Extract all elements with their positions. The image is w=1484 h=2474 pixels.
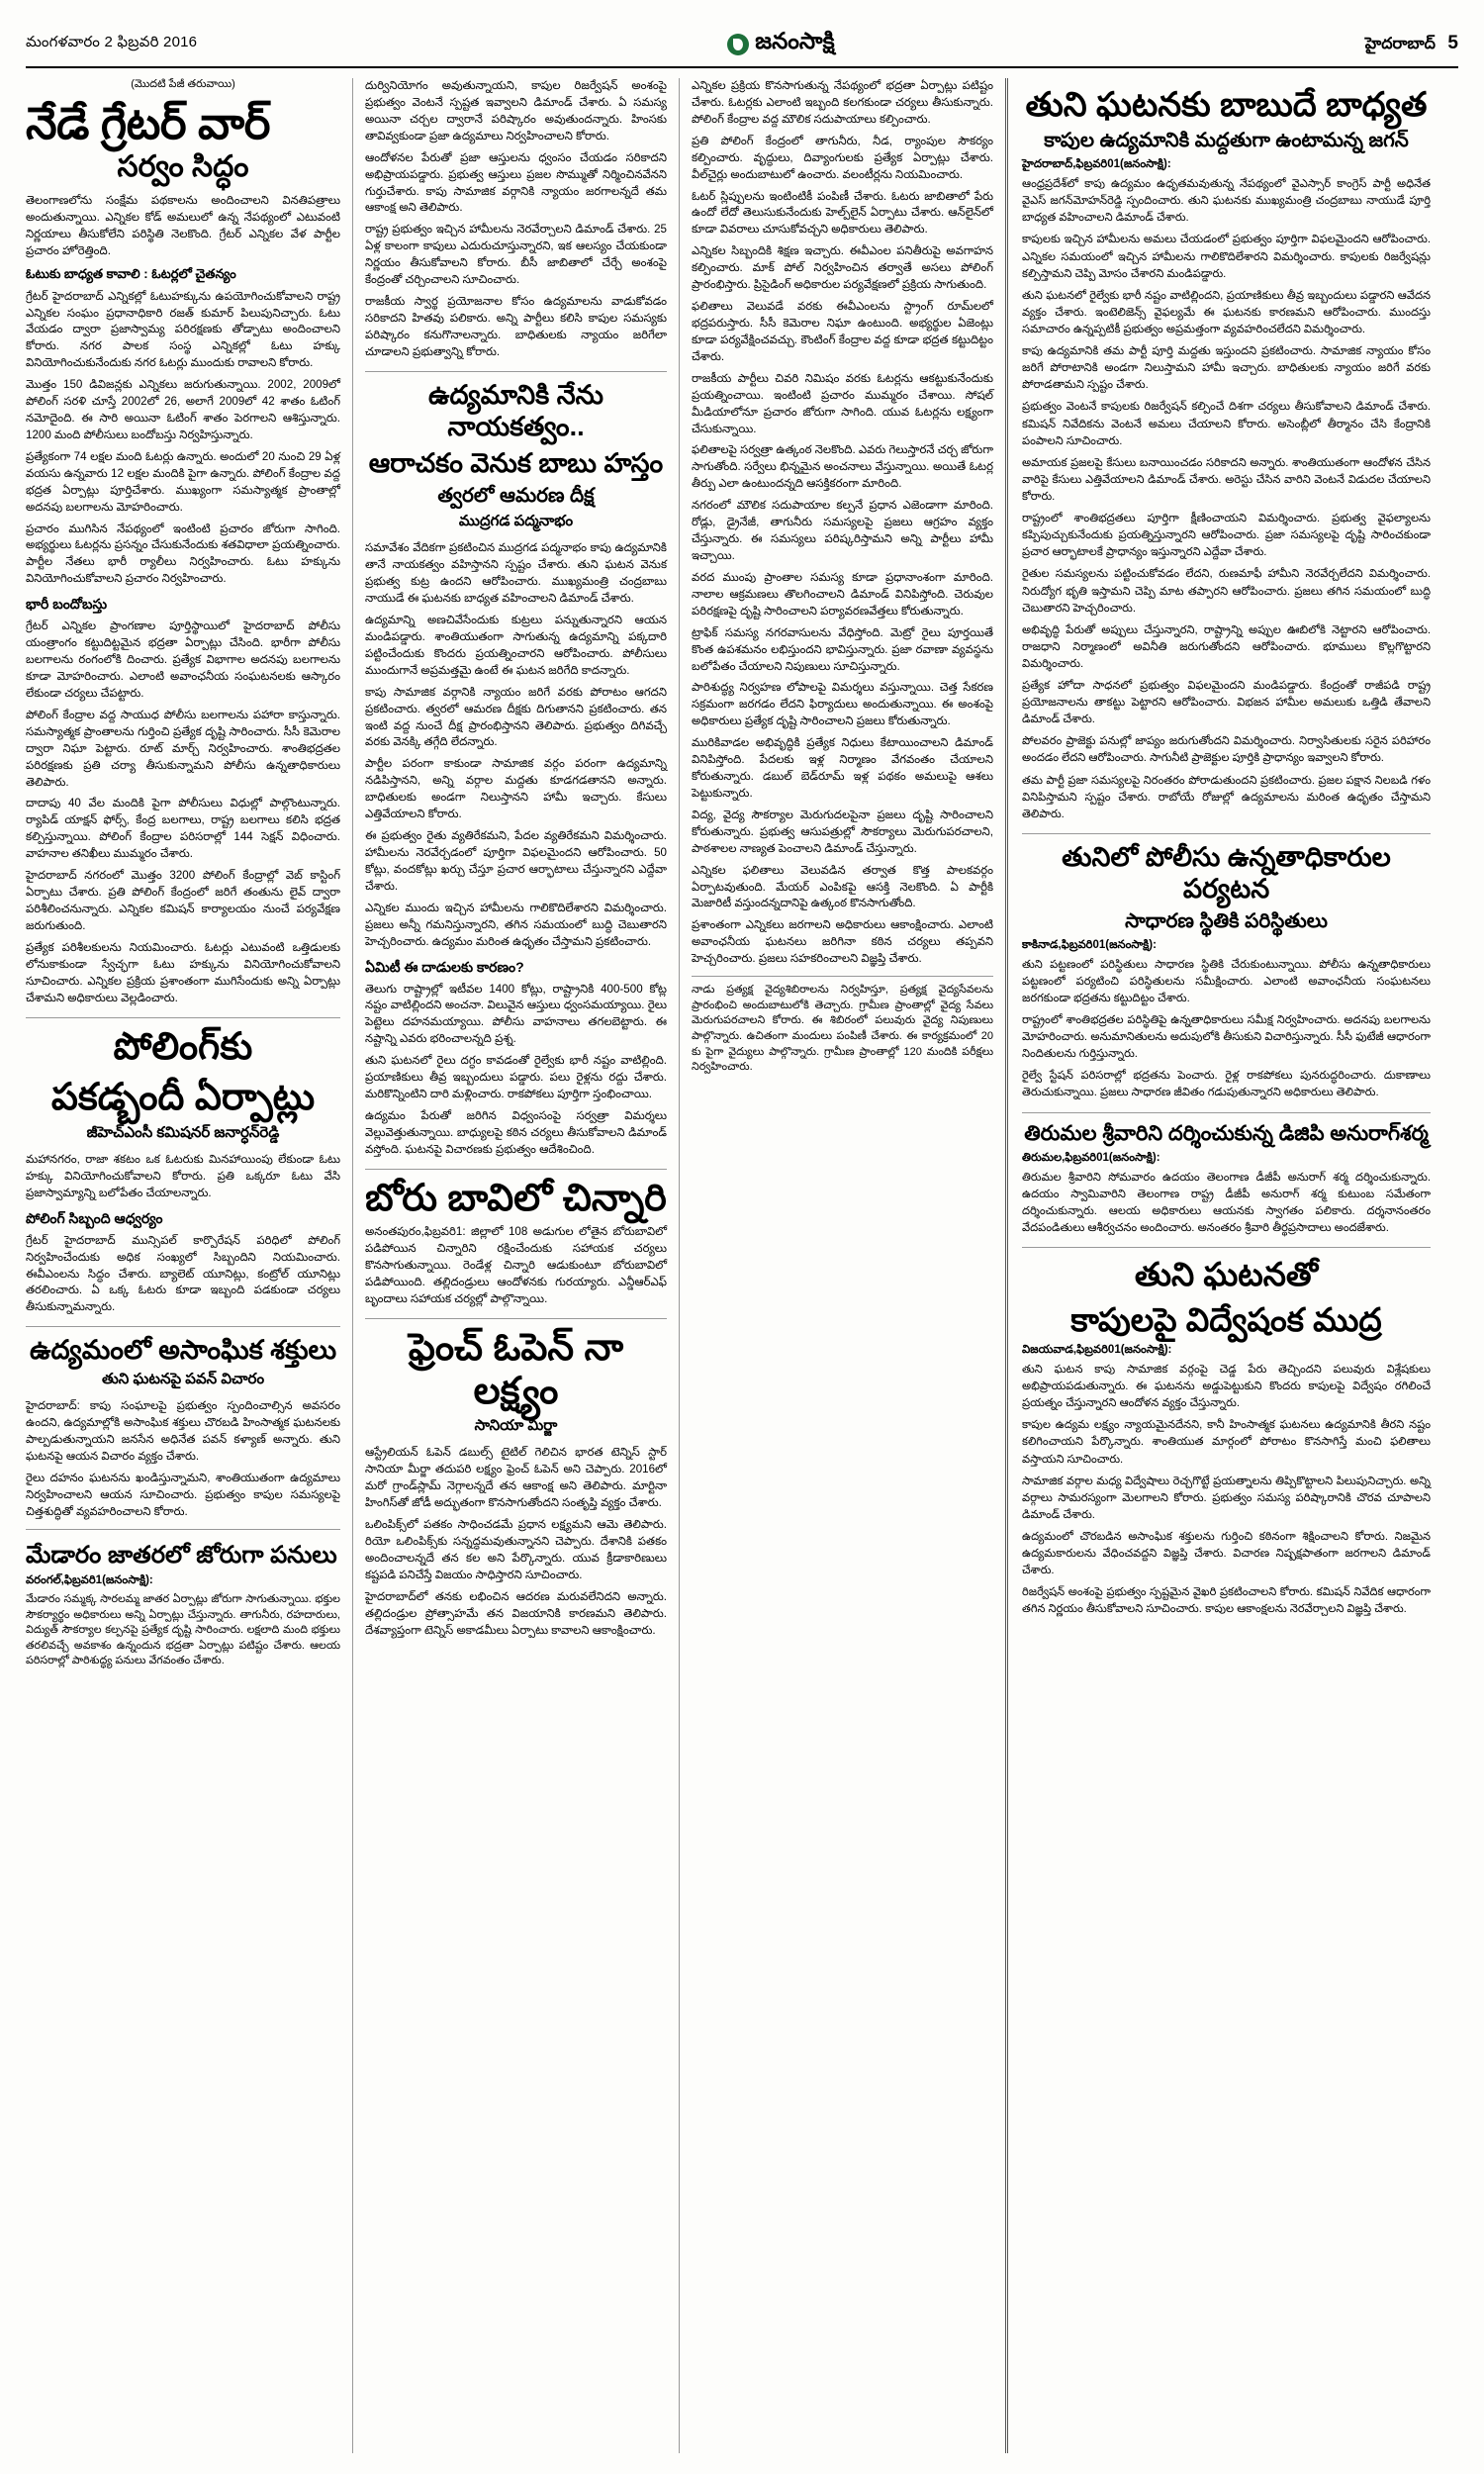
headline-tuni-stigma-2: కాపులపై విద్వేషంక ముద్ర bbox=[1070, 1301, 1382, 1339]
article-paragraph: తుని ఘటన కాపు సామాజిక వర్గంపై చెడ్డ పేరు తెచ్చిందని పలువురు విశ్లేషకులు అభిప్రాయపడుతున్నారు. ఈ ఘటనను అడ్డుపెట్టుకుని కొందరు కాపులపై విద్వేషం రగిలించే ప్రయత్నం చేస్తున్నారని ఆందోళన వ్యక్తం చేస్తున్నారు. bbox=[1022, 1364, 1431, 1410]
article-paragraph: ఒలింపిక్స్‌లో పతకం సాధించడమే ప్రధాన లక్ష్యమని ఆమె తెలిపారు. రియో ఒలింపిక్స్‌కు సన్నద్ధమవుతున్నానని చెప్పారు. దేశానికి పతకం అందించాలన్నదే తన కల అని పేర్కొన్నారు. యువ క్రీడాకారిణులు కష్టపడి పనిచేస్తే విజయం సాధిస్తారని సూచించారు. bbox=[365, 1518, 667, 1581]
byline-sania-mirza: సానియా మీర్జా bbox=[474, 1417, 558, 1435]
masthead-edition bbox=[1365, 33, 1458, 56]
article-paragraph: కాపు ఉద్యమానికి తమ పార్టీ పూర్తి మద్దతు ఇస్తుందని ప్రకటించారు. సామాజిక న్యాయం కోసం జరిగే పోరాటానికి అండగా నిలుస్తామని హామీ ఇచ్చారు. బాధితులకు న్యాయం జరిగే వరకు పోరాడతామని స్పష్టం చేశారు. bbox=[1022, 345, 1431, 392]
article-paragraph: పార్టీల పరంగా కాకుండా సామాజిక వర్గం పరంగా ఉద్యమాన్ని నడిపిస్తానని, అన్ని వర్గాల మద్దతు కూడగడతానని అన్నారు. బాధితులకు అండగా నిలుస్తానని హామీ ఇచ్చారు. కేసులు ఎత్తివేయాలని కోరారు. bbox=[365, 757, 667, 821]
article-paragraph: హైదరాబాద్ నగరంలో మొత్తం 3200 పోలింగ్ కేంద్రాల్లో వెబ్ కాస్టింగ్ ఏర్పాటు చేశారు. ప్రతి పోలింగ్ కేంద్రంలో జరిగే తంతును లైవ్ ద్వారా పరిశీలించనున్నారు. ఎన్నికల కమిషన్ కార్యాలయం నుంచే పర్యవేక్షణ జరుగుతుంది. bbox=[26, 869, 340, 932]
article-paragraph: సామాజిక వర్గాల మధ్య విద్వేషాలు రెచ్చగొట్టే ప్రయత్నాలను తిప్పికొట్టాలని పిలుపునిచ్చారు. అన్ని వర్గాలు సామరస్యంగా మెలగాలని కోరారు. ప్రభుత్వం సమస్య పరిష్కారానికి చొరవ చూపాలని డిమాండ్ చేశారు. bbox=[1022, 1475, 1431, 1521]
article-paragraph: రాజకీయ పార్టీలు చివరి నిమిషం వరకు ఓటర్లను ఆకట్టుకునేందుకు ప్రయత్నించాయి. ఇంటింటి ప్రచారం ముమ్మరం చేశాయి. సోషల్ మీడియాలోనూ ప్రచారం జోరుగా సాగింది. యువ ఓటర్లను లక్ష్యంగా చేసుకున్నాయి. bbox=[692, 371, 993, 435]
article-paragraph: వరద ముంపు ప్రాంతాల సమస్య కూడా ప్రధానాంశంగా మారింది. నాలాల ఆక్రమణలు తొలగించాలని డిమాండ్ వినిపిస్తోంది. చెరువుల పరిరక్షణపై దృష్టి సారించాలని పర్యావరణవేత్తలు కోరుతున్నారు. bbox=[692, 570, 993, 618]
subhead-heavy-security: భారీ బందోబస్తు bbox=[26, 596, 108, 613]
headline-mudragada-leadership-2: ఆరాచకం వెనుక బాబు హస్తం bbox=[368, 448, 664, 479]
masthead bbox=[26, 28, 1458, 68]
edition-name: హైదరాబాద్ bbox=[1364, 35, 1436, 52]
article-paragraph: మేడారం సమ్మక్క సారలమ్మ జాతర ఏర్పాట్లు జోరుగా సాగుతున్నాయి. భక్తుల సౌకర్యార్థం అధికారులు అన్ని ఏర్పాట్లు చేస్తున్నారు. తాగునీరు, రహదారులు, విద్యుత్ సౌకర్యాల కల్పనపై ప్రత్యేక దృష్టి సారించారు. లక్షలాది మంది భక్తులు తరలివచ్చే అవకాశం ఉన్నందున భద్రతా ఏర్పాట్లు పటిష్టం చేశారు. ఆలయ పరిసరాల్లో పారిశుద్ధ్య పనులు వేగవంతం చేశారు. bbox=[26, 1592, 340, 1667]
page-columns bbox=[26, 78, 1458, 2453]
article-paragraph: ప్రతి పోలింగ్ కేంద్రంలో తాగునీరు, నీడ, ర్యాంపుల సౌకర్యం కల్పించారు. వృద్ధులు, దివ్యాంగులకు ప్రత్యేక ఏర్పాట్లు చేశారు. వీల్‌చైర్లు అందుబాటులో ఉంచారు. వలంటీర్లను నియమించారు. bbox=[692, 134, 993, 181]
article-paragraph: ట్రాఫిక్ సమస్య నగరవాసులను వేధిస్తోంది. మెట్రో రైలు పూర్తయితే కొంత ఉపశమనం లభిస్తుందని భావిస్తున్నారు. ప్రజా రవాణా వ్యవస్థను బలోపేతం చేయాలని నిపుణులు సూచిస్తున్నారు. bbox=[692, 625, 993, 673]
column-4 bbox=[1005, 78, 1431, 2453]
article-paragraph: మొత్తం 150 డివిజన్లకు ఎన్నికలు జరుగుతున్నాయి. 2002, 2009లో పోలింగ్ సరళి చూస్తే 2002లో 26, అలాగే 2009లో 42 శాతం ఓటింగ్ నమోదైంది. ఈ సారి అయినా ఓటింగ్ శాతం పెరగాలని ఆశిస్తున్నారు. 1200 మంది పోలీసులు బందోబస్తు నిర్వహిస్తున్నారు. bbox=[26, 378, 340, 441]
article-paragraph: ఎన్నికల ప్రక్రియ కొనసాగుతున్న నేపథ్యంలో భద్రతా ఏర్పాట్లు పటిష్టం చేశారు. ఓటర్లకు ఎలాంటి ఇబ్బంది కలగకుండా చర్యలు తీసుకున్నారు. పోలింగ్ కేంద్రాల వద్ద మౌలిక సదుపాయాలు కల్పించారు. bbox=[692, 79, 993, 126]
article-paragraph: రాష్ట్ర ప్రభుత్వం ఇచ్చిన హామీలను నెరవేర్చాలని డిమాండ్ చేశారు. 25 ఏళ్ల కాలంగా కాపులు ఎదురుచూస్తున్నారని, ఇక ఆలస్యం చేయకుండా నిర్ణయం తీసుకోవాలని కోరారు. బీసీ జాబితాలో చేర్చే అంశంపై కేంద్రంతో చర్చించాలని సూచించారు. bbox=[365, 223, 667, 287]
article-paragraph: అభివృద్ధి పేరుతో అప్పులు చేస్తున్నారని, రాష్ట్రాన్ని అప్పుల ఊబిలోకి నెట్టారని ఆరోపించారు. రాజధాని నిర్మాణంలో అవినీతి జరుగుతోందని ఆరోపించారు. భూములు కొల్లగొట్టారని విమర్శించారు. bbox=[1022, 623, 1431, 670]
headline-fast-unto-death: త్వరలో ఆమరణ దీక్ష bbox=[437, 485, 595, 508]
kicker-voter-duty: ఓటుకు బాధ్యత కావాలి : ఓటర్లలో చైతన్యం bbox=[26, 265, 236, 281]
bottom-story-1 bbox=[26, 1529, 340, 1669]
page-number: 5 bbox=[1447, 32, 1458, 53]
article-paragraph: ఆంధ్రప్రదేశ్‌లో కాపు ఉద్యమం ఉధృతమవుతున్న నేపథ్యంలో వైఎస్సార్ కాంగ్రెస్ పార్టీ అధినేత వైఎస్ జగన్‌మోహన్‌రెడ్డి స్పందించారు. తుని ఘటనకు ముఖ్యమంత్రి చంద్రబాబు నాయుడే పూర్తి బాధ్యత వహించాలని డిమాండ్ చేశారు. bbox=[1022, 178, 1431, 225]
byline-mudragada: ముద్రగడ పద్మనాభం bbox=[458, 513, 574, 530]
article-paragraph: రైల్వే స్టేషన్ పరిసరాల్లో భద్రతను పెంచారు. రైళ్ల రాకపోకలు పునరుద్ధరించారు. దుకాణాలు తెరుచుకున్నాయి. ప్రజలు సాధారణ జీవితం గడుపుతున్నారని అధికారులు తెలిపారు. bbox=[1022, 1070, 1431, 1099]
article-paragraph: అమాయక ప్రజలపై కేసులు బనాయించడం సరికాదని అన్నారు. శాంతియుతంగా ఆందోళన చేసిన వారిపై కేసులు ఎత్తివేయాలని డిమాండ్ చేశారు. అరెస్టు చేసిన వారిని వెంటనే విడుదల చేయాలని కోరారు. bbox=[1022, 456, 1431, 503]
article-paragraph: సమావేశం వేదికగా ప్రకటించిన ముద్రగడ పద్మనాభం కాపు ఉద్యమానికి తానే నాయకత్వం వహిస్తానని స్పష్టం చేశారు. తుని ఘటన వెనుక ప్రభుత్వ కుట్ర ఉందని ఆరోపించారు. ముఖ్యమంత్రి చంద్రబాబు నాయుడే ఈ ఘటనకు బాధ్యత వహించాలని డిమాండ్ చేశారు. bbox=[365, 541, 667, 606]
article-paragraph: తెలుగు రాష్ట్రాల్లో ఇటీవల 1400 కోట్లు, రాష్ట్రానికి 400-500 కోట్ల నష్టం వాటిల్లిందని అంచనా. విలువైన ఆస్తులు ధ్వంసమయ్యాయి. రైలు పెట్టెలు దహనమయ్యాయి. పోలీసు వాహనాలు తగలబెట్టారు. ఈ నష్టాన్ని ఎవరు భరించాలన్నది ప్రశ్న. bbox=[365, 982, 667, 1046]
divider bbox=[365, 1318, 667, 1319]
article-paragraph: ఓటర్ స్లిప్పులను ఇంటింటికీ పంపిణీ చేశారు. ఓటరు జాబితాలో పేరు ఉందో లేదో తెలుసుకునేందుకు హెల్ప్‌లైన్ ఏర్పాటు చేశారు. ఆన్‌లైన్‌లో కూడా వివరాలు చూసుకోవచ్చని అధికారులు తెలిపారు. bbox=[692, 189, 993, 237]
article-paragraph: గ్రేటర్ హైదరాబాద్ ఎన్నికల్లో ఓటుహక్కును ఉపయోగించుకోవాలని రాష్ట్ర ఎన్నికల సంఘం ప్రధానాధికారి రజత్ కుమార్ పిలుపునిచ్చారు. ఓటు వేయడం ద్వారా ప్రజాస్వామ్య పరిరక్షణకు తోడ్పాటు అందించాలని కోరారు. నగర పాలక సంస్థ ఎన్నికల్లో ఓటు హక్కు వినియోగించుకునేందుకు నగర ఓటర్లు ముందుకు రావాలని కోరారు. bbox=[26, 289, 340, 370]
article-paragraph: తెలంగాణలోను సంక్షేమ పథకాలను అందించాలని వినతిపత్రాలు అందుతున్నాయి. ఎన్నికల కోడ్ అమలులో ఉన్న నేపథ్యంలో ఎటువంటి నిర్ణయాలు తీసుకోలేని పరిస్థితి నెలకొంది. గ్రేటర్ ఎన్నికల వేళ పార్టీల ప్రచారం హోరెత్తింది. bbox=[26, 193, 340, 257]
divider bbox=[1022, 1247, 1431, 1248]
article-paragraph: అనంతపురం,ఫిబ్రవరి1: జిల్లాలో 108 అడుగుల లోతైన బోరుబావిలో పడిపోయిన చిన్నారిని రక్షించేందుకు సహాయక చర్యలు కొనసాగుతున్నాయి. రెండేళ్ల చిన్నారి ఆడుకుంటూ బోరుబావిలో పడిపోయింది. తల్లిదండ్రులు ఆందోళనకు గురయ్యారు. ఎన్డీఆర్ఎఫ్ బృందాలు సహాయక చర్యల్లో పాల్గొన్నాయి. bbox=[365, 1225, 667, 1306]
article-paragraph: ఫలితాలపై సర్వత్రా ఉత్కంఠ నెలకొంది. ఎవరు గెలుస్తారనే చర్చ జోరుగా సాగుతోంది. సర్వేలు భిన్నమైన అంచనాలు వేస్తున్నాయి. అయితే ఓటర్ల తీర్పు ఎలా ఉంటుందన్నది ఆసక్తికరంగా మారింది. bbox=[692, 443, 993, 491]
headline-tuni-stigma-1: తుని ఘటనతో bbox=[1134, 1256, 1319, 1293]
leaf-icon bbox=[727, 34, 749, 55]
article-paragraph: తుని పట్టణంలో పరిస్థితులు సాధారణ స్థితికి చేరుకుంటున్నాయి. పోలీసు ఉన్నతాధికారులు పట్టణంలో పర్యటించి పరిస్థితులను సమీక్షించారు. ఎలాంటి అవాంఛనీయ సంఘటనలు జరగకుండా భద్రతను కట్టుదిట్టం చేశారు. bbox=[1022, 958, 1431, 1004]
masthead-date: మంగళవారం 2 ఫిబ్రవరి 2016 bbox=[26, 34, 198, 50]
column-2 bbox=[352, 78, 679, 2453]
article-paragraph: ఆస్ట్రేలియన్ ఓపెన్ డబుల్స్ టైటిల్ గెలిచిన భారత టెన్నిస్ స్టార్ సానియా మీర్జా తదుపరి లక్ష్యం ఫ్రెంచ్ ఓపెన్ అని చెప్పారు. 2016లో మరో గ్రాండ్‌స్లామ్ నెగ్గాలన్నదే తన ఆకాంక్ష అని తెలిపారు. మార్టినా హింగిస్‌తో జోడీ అద్భుతంగా కొనసాగుతోందని సంతృప్తి వ్యక్తం చేశారు. bbox=[365, 1446, 667, 1510]
headline-child-in-borewell: బోరు బావిలో చిన్నారి bbox=[365, 1177, 667, 1219]
headline-greater-war: నేడే గ్రేటర్ వార్ bbox=[26, 98, 270, 148]
headline-polling-arrangements-2: పకడ్బందీ ఏర్పాట్లు bbox=[50, 1077, 316, 1119]
divider bbox=[365, 1169, 667, 1170]
divider bbox=[26, 1017, 340, 1018]
article-paragraph: ఎన్నికల ముందు ఇచ్చిన హామీలను గాలికొదిలేశారని విమర్శించారు. ప్రజలు అన్నీ గమనిస్తున్నారని, తగిన సమయంలో బుద్ధి చెబుతారని హెచ్చరించారు. ఉద్యమం మరింత ఉధృతం చేస్తామని ప్రకటించారు. bbox=[365, 901, 667, 948]
article-paragraph: ప్రశాంతంగా ఎన్నికలు జరగాలని అధికారులు ఆకాంక్షించారు. ఎలాంటి అవాంఛనీయ ఘటనలు జరిగినా కఠిన చర్యలు తప్పవని హెచ్చరించారు. ప్రజలు సహకరించాలని విజ్ఞప్తి చేశారు. bbox=[692, 918, 993, 966]
article-paragraph: రిజర్వేషన్ అంశంపై ప్రభుత్వం స్పష్టమైన వైఖరి ప్రకటించాలని కోరారు. కమిషన్ నివేదిక ఆధారంగా తగిన నిర్ణయం తీసుకోవాలని సూచించారు. కాపుల ఆకాంక్షలను నెరవేర్చాలని విజ్ఞప్తి చేశారు. bbox=[1022, 1586, 1431, 1616]
article-paragraph: ప్రభుత్వం వెంటనే కాపులకు రిజర్వేషన్ కల్పించే దిశగా చర్యలు తీసుకోవాలని డిమాండ్ చేశారు. కమిషన్ నివేదికను వెంటనే అమలు చేయాలని కోరారు. అసెంబ్లీలో తీర్మానం చేసి కేంద్రానికి పంపాలని సూచించారు. bbox=[1022, 401, 1431, 447]
subhead-polling-staff: పోలింగ్ సిబ్బంది ఆధ్వర్యం bbox=[26, 1209, 163, 1226]
article-paragraph: విద్య, వైద్య సౌకర్యాల మెరుగుదలపైనా ప్రజలు దృష్టి సారించాలని కోరుతున్నారు. ప్రభుత్వ ఆసుపత్రుల్లో సౌకర్యాలు మెరుగుపరచాలని, పాఠశాలల నాణ్యత పెంచాలని డిమాండ్ చేస్తున్నారు. bbox=[692, 808, 993, 855]
article-paragraph: పోలవరం ప్రాజెక్టు పనుల్లో జాప్యం జరుగుతోందని విమర్శించారు. నిర్వాసితులకు సరైన పరిహారం అందడం లేదని ఆరోపించారు. సాగునీటి ప్రాజెక్టుల పూర్తికి ప్రాధాన్యం ఇవ్వాలని కోరారు. bbox=[1022, 735, 1431, 765]
article-paragraph: ప్రత్యేక పరిశీలకులను నియమించారు. ఓటర్లు ఎటువంటి ఒత్తిడులకు లోనుకాకుండా స్వేచ్ఛగా ఓటు హక్కును వినియోగించుకోవాలని సూచించారు. ఎన్నికల ప్రక్రియ ప్రశాంతంగా ముగిసేందుకు అన్ని ఏర్పాట్లు చేశామని అధికారులు వెల్లడించారు. bbox=[26, 940, 340, 1004]
article-paragraph: గ్రేటర్ హైదరాబాద్ మున్సిపల్ కార్పొరేషన్ పరిధిలో పోలింగ్ నిర్వహించేందుకు అధిక సంఖ్యలో సిబ్బందిని నియమించారు. ఈవీఎంలను సిద్ధం చేశారు. బ్యాలెట్ యూనిట్లు, కంట్రోల్ యూనిట్లు తరలించారు. ఏ ఒక్క ఓటరు కూడా ఇబ్బంది పడకుండా చర్యలు తీసుకున్నామన్నారు. bbox=[26, 1233, 340, 1314]
article-paragraph: ఆందోళనల పేరుతో ప్రజా ఆస్తులను ధ్వంసం చేయడం సరికాదని అభిప్రాయపడ్డారు. ప్రభుత్వ ఆస్తులు ప్రజల సొమ్ముతో నిర్మించినవేనని గుర్తుచేశారు. కాపు సామాజిక వర్గానికి న్యాయం జరగాలన్నదే తమ ఆకాంక్ష అని తెలిపారు. bbox=[365, 150, 667, 215]
article-paragraph: దాదాపు 40 వేల మందికి పైగా పోలీసులు విధుల్లో పాల్గొంటున్నారు. ర్యాపిడ్ యాక్షన్ ఫోర్స్, కేంద్ర బలగాలు, రాష్ట్ర బలగాలు కలిసి భద్రత కల్పిస్తున్నాయి. పోలింగ్ కేంద్రాల పరిసరాల్లో 144 సెక్షన్ విధించారు. వాహనాల తనిఖీలు ముమ్మరం చేశారు. bbox=[26, 797, 340, 861]
article-paragraph: హైదరాబాద్‌లో తనకు లభించిన ఆదరణ మరువలేనిదని అన్నారు. తల్లిదండ్రుల ప్రోత్సాహమే తన విజయానికి కారణమని తెలిపారు. దేశవ్యాప్తంగా టెన్నిస్ అకాడమీలు ఏర్పాటు కావాలని ఆకాంక్షించారు. bbox=[365, 1589, 667, 1637]
article-paragraph: రాష్ట్రంలో శాంతిభద్రతల పరిస్థితిపై ఉన్నతాధికారులు సమీక్ష నిర్వహించారు. అదనపు బలగాలను మోహరించారు. అనుమానితులను అదుపులోకి తీసుకుని విచారిస్తున్నారు. సీసీ ఫుటేజీ ఆధారంగా నిందితులను గుర్తిస్తున్నారు. bbox=[1022, 1013, 1431, 1061]
headline-polling-arrangements-1: పోలింగ్‌కు bbox=[113, 1025, 253, 1068]
newspaper-logo bbox=[727, 28, 834, 60]
article-paragraph: ఎన్నికల ఫలితాలు వెలువడిన తర్వాత కొత్త పాలకవర్గం ఏర్పాటవుతుంది. మేయర్ ఎంపికపై ఆసక్తి నెలకొంది. ఏ పార్టీకి మెజారిటీ వస్తుందన్నదానిపై ఉత్కంఠ కొనసాగుతోంది. bbox=[692, 863, 993, 910]
subhead-normal-conditions: సాధారణ స్థితికి పరిస్థితులు bbox=[1125, 909, 1328, 932]
headline-french-open-goal: ఫ్రెంచ్ ఓపెన్ నా లక్ష్యం bbox=[408, 1327, 624, 1412]
article-paragraph: కాపులకు ఇచ్చిన హామీలను అమలు చేయడంలో ప్రభుత్వం పూర్తిగా విఫలమైందని ఆరోపించారు. ఎన్నికల సమయంలో ఇచ్చిన హామీలను గాలికొదిలేశారని విమర్శించారు. కాపులకు రిజర్వేషన్లు కల్పిస్తామని చెప్పి మోసం చేశారని మండిపడ్డారు. bbox=[1022, 234, 1431, 280]
dateline-vijayawada: విజయవాడ,ఫిబ్రవరి01(జనంసాక్షి): bbox=[1022, 1344, 1172, 1357]
article-paragraph: కాపు సామాజిక వర్గానికి న్యాయం జరిగే వరకు పోరాటం ఆగదని ప్రకటించారు. త్వరలో ఆమరణ దీక్షకు దిగుతానని ప్రకటించారు. తన ఇంటి వద్ద నుంచే దీక్ష ప్రారంభిస్తానని తెలిపారు. ప్రభుత్వం దిగివచ్చే వరకు వెనక్కి తగ్గేది లేదన్నారు. bbox=[365, 685, 667, 749]
article-paragraph: తుని ఘటనలో రైలు దగ్ధం కావడంతో రైల్వేకు భారీ నష్టం వాటిల్లింది. ప్రయాణికులు తీవ్ర ఇబ్బందులు పడ్డారు. పలు రైళ్లను రద్దు చేశారు. మరికొన్నింటిని దారి మళ్లించారు. రాకపోకలు పూర్తిగా స్తంభించాయి. bbox=[365, 1054, 667, 1101]
headline-dgp-tirumala: తిరుమల శ్రీవారిని దర్శించుకున్న డిజిపి అనురాగ్‌శర్మ bbox=[1024, 1121, 1429, 1145]
article-paragraph: తుని ఘటనలో రైల్వేకు భారీ నష్టం వాటిల్లిందని, ప్రయాణికులు తీవ్ర ఇబ్బందులు పడ్డారని ఆవేదన వ్యక్తం చేశారు. ఇంటెలిజెన్స్ వైఫల్యమే ఈ ఘటనకు కారణమని ఆరోపించారు. ముందస్తు సమాచారం ఉన్నప్పటికీ ప్రభుత్వం అప్రమత్తంగా వ్యవహరించలేదని విమర్శించారు. bbox=[1022, 289, 1431, 335]
article-paragraph: పారిశుద్ధ్య నిర్వహణ లోపాలపై విమర్శలు వస్తున్నాయి. చెత్త సేకరణ సక్రమంగా జరగడం లేదని ఫిర్యాదులు అందుతున్నాయి. ఈ అంశంపై అధికారులు ప్రత్యేక దృష్టి సారించాలని ప్రజలు కోరుతున్నారు. bbox=[692, 681, 993, 728]
column-1 bbox=[26, 78, 352, 2453]
article-paragraph: ప్రచారం ముగిసిన నేపథ్యంలో ఇంటింటి ప్రచారం జోరుగా సాగింది. అభ్యర్థులు ఓటర్లను ప్రసన్నం చేసుకునేందుకు శతవిధాలా ప్రయత్నించారు. పార్టీల నేతలు భారీ ర్యాలీలు నిర్వహించారు. ఓటు హక్కును వినియోగించుకోవాలని ప్రచారం నిర్వహించారు. bbox=[26, 522, 340, 586]
article-paragraph: రైతుల సమస్యలను పట్టించుకోవడం లేదని, రుణమాఫీ హామీని నెరవేర్చలేదని విమర్శించారు. నిరుద్యోగ భృతి ఇస్తామని చెప్పి మాట తప్పారని ఆరోపించారు. ప్రజలు తగిన సమయంలో బుద్ధి చెబుతారని హెచ్చరించారు. bbox=[1022, 568, 1431, 615]
headline-babu-responsible: తుని ఘటనకు బాబుదే బాధ్యత bbox=[1025, 86, 1428, 124]
article-paragraph: నాడు ప్రత్యక్ష వైద్యశిబిరాలను నిర్వహిస్తూ, ప్రత్యక్ష వైద్యసేవలను ప్రారంభించి అందుబాటులోకి తెచ్చారు. గ్రామీణ ప్రాంతాల్లో వైద్య సేవలు మెరుగుపరచాలని కోరారు. ఈ శిబిరంలో పలువురు వైద్య నిపుణులు పాల్గొన్నారు. ఉచితంగా మందులు పంపిణీ చేశారు. ఈ కార్యక్రమంలో 20 కు పైగా వైద్యులు పాల్గొన్నారు. గ్రామీణ ప్రాంతాల్లో 120 మందికి పరీక్షలు నిర్వహించారు. bbox=[692, 984, 993, 1074]
article-paragraph: ఎన్నికల సిబ్బందికి శిక్షణ ఇచ్చారు. ఈవీఎంల పనితీరుపై అవగాహన కల్పించారు. మాక్ పోల్ నిర్వహించిన తర్వాతే అసలు పోలింగ్ ప్రారంభిస్తారు. ప్రిసైడింగ్ అధికారుల పర్యవేక్షణలో ప్రక్రియ సాగుతుంది. bbox=[692, 244, 993, 292]
divider bbox=[1022, 833, 1431, 834]
article-paragraph: దుర్వినియోగం అవుతున్నాయని, కాపుల రిజర్వేషన్ అంశంపై ప్రభుత్వం వెంటనే స్పష్టత ఇవ్వాలని డిమాండ్ చేశారు. ఏ సమస్య అయినా చర్చల ద్వారానే పరిష్కారం అవుతుందన్నారు. హింసకు తావివ్వకుండా ప్రజా ఉద్యమాలు నిర్వహించాలని కోరారు. bbox=[365, 79, 667, 143]
subhead-attack-reason: ఏమిటీ ఈ దాడులకు కారణం? bbox=[365, 958, 524, 975]
article-paragraph: రాష్ట్రంలో శాంతిభద్రతలు పూర్తిగా క్షీణించాయని విమర్శించారు. ప్రభుత్వ వైఫల్యాలను కప్పిపుచ్చుకునేందుకు ప్రయత్నిస్తున్నారని ఆరోపించారు. ప్రజా సమస్యలపై దృష్టి సారించకుండా ప్రచార ఆర్భాటాలకే ప్రాధాన్యం ఇస్తున్నారని ఎద్దేవా చేశారు. bbox=[1022, 513, 1431, 559]
column-3 bbox=[679, 78, 1005, 2453]
article-paragraph: పోలింగ్ కేంద్రాల వద్ద సాయుధ పోలీసు బలగాలను పహారా కాస్తున్నారు. సమస్యాత్మక ప్రాంతాలను గుర్తించి ప్రత్యేక దృష్టి సారించారు. సీసీ కెమెరాల ద్వారా నిఘా పెట్టారు. రూట్ మార్చ్ నిర్వహించారు. శాంతిభద్రతల పరిరక్షణకు ప్రతి చర్యా తీసుకున్నామని పోలీసు ఉన్నతాధికారులు తెలిపారు. bbox=[26, 708, 340, 789]
divider bbox=[1022, 1112, 1431, 1113]
article-paragraph: మహానగరం, రాజా శకటం ఒక ఓటరుకు మినహాయింపు లేకుండా ఓటు హక్కు వినియోగించుకోవాలని కోరారు. ప్రతి ఒక్కరూ ఓటు వేసి ప్రజాస్వామ్యాన్ని బలోపేతం చేయాలన్నారు. bbox=[26, 1152, 340, 1199]
dateline-hyderabad: హైదరాబాద్,ఫిబ్రవరి01(జనంసాక్షి): bbox=[1022, 158, 1171, 171]
subheadline-all-ready: సర్వం సిద్ధం bbox=[117, 150, 249, 184]
dateline-warangal: వరంగల్,ఫిబ్రవరి1(జనంసాక్షి): bbox=[26, 1573, 153, 1586]
headline-medaram-works: మేడారం జాతరలో జోరుగా పనులు bbox=[26, 1541, 337, 1569]
byline-ghmc-commissioner: జీహెచ్ఎంసీ కమిషనర్ జనార్ధన్‌రెడ్డి bbox=[86, 1123, 280, 1141]
article-paragraph: నగరంలో మౌలిక సదుపాయాల కల్పనే ప్రధాన ఎజెండాగా మారింది. రోడ్లు, డ్రైనేజీ, తాగునీరు సమస్యలపై ప్రజలు ఆగ్రహం వ్యక్తం చేస్తున్నారు. ఈ సమస్యలు పరిష్కరిస్తామని అన్ని పార్టీలు హామీ ఇచ్చాయి. bbox=[692, 499, 993, 562]
continued-note: (మొదటి పేజీ తరువాయి) bbox=[131, 78, 235, 90]
article-paragraph: ప్రత్యేకంగా 74 లక్షల మంది ఓటర్లు ఉన్నారు. అందులో 20 నుంచి 29 ఏళ్ల వయసు ఉన్నవారు 12 లక్షల మందికి పైగా ఉన్నారు. పోలింగ్ కేంద్రాల వద్ద భద్రత ఏర్పాట్లు పూర్తిచేశారు. ముఖ్యంగా సమస్యాత్మక ప్రాంతాల్లో అదనపు బలగాలను మోహరించారు. bbox=[26, 449, 340, 514]
divider bbox=[26, 1326, 340, 1327]
dateline-kakinada: కాకినాడ,ఫిబ్రవరి01(జనంసాక్షి): bbox=[1022, 938, 1157, 951]
article-paragraph: ఉద్యమాన్ని అణచివేసేందుకు కుట్రలు పన్నుతున్నారని ఆయన మండిపడ్డారు. శాంతియుతంగా సాగుతున్న ఉద్యమాన్ని పక్కదారి పట్టించేందుకు కొందరు ప్రయత్నించారని ఆరోపించారు. పోలీసులు ముందుగానే అప్రమత్తమై ఉంటే ఈ ఘటన జరిగేది కాదన్నారు. bbox=[365, 614, 667, 677]
article-paragraph: తిరుమల శ్రీవారిని సోమవారం ఉదయం తెలంగాణ డీజీపీ అనురాగ్ శర్మ దర్శించుకున్నారు. ఉదయం స్వామివారిని తెలంగాణ రాష్ట్ర డీజీపీ అనురాగ్ శర్మ కుటుంబ సమేతంగా దర్శించుకున్నారు. ఆలయ అధికారులు ఆయనకు స్వాగతం పలికారు. దర్శనానంతరం వేదపండితులు ఆశీర్వచనం అందించారు. అనంతరం శ్రీవారి తీర్థప్రసాదాలు అందజేశారు. bbox=[1022, 1171, 1431, 1235]
article-paragraph: రాజకీయ స్వార్థ ప్రయోజనాల కోసం ఉద్యమాలను వాడుకోవడం సరికాదని హితవు పలికారు. అన్ని పార్టీలు కలిసి కాపుల సమస్యకు పరిష్కారం కనుగొనాలన్నారు. బాధితులకు న్యాయం జరిగేలా చూడాలని ప్రభుత్వాన్ని కోరారు. bbox=[365, 295, 667, 358]
article-paragraph: ఉద్యమంలో చొరబడిన అసాంఘిక శక్తులను గుర్తించి కఠినంగా శిక్షించాలని కోరారు. నిజమైన ఉద్యమకారులను వేధించవద్దని విజ్ఞప్తి చేశారు. విచారణ నిష్పక్షపాతంగా జరగాలని డిమాండ్ చేశారు. bbox=[1022, 1531, 1431, 1577]
article-paragraph: గ్రేటర్ ఎన్నికల ప్రాంగణాల పూర్తిస్థాయిలో హైదరాబాద్ పోలీసు యంత్రాంగం కట్టుదిట్టమైన భద్రతా ఏర్పాట్లు చేసింది. భారీగా పోలీసు బలగాలను రంగంలోకి దించారు. ప్రత్యేక విభాగాల అదనపు బలగాలను కూడా మోహరించారు. ఎలాంటి అవాంఛనీయ సంఘటనలకు ఆస్కారం లేకుండా చర్యలు చేపట్టారు. bbox=[26, 619, 340, 700]
article-paragraph: కాపుల ఉద్యమ లక్ష్యం న్యాయమైనదేనని, కానీ హింసాత్మక ఘటనలు ఉద్యమానికి తీరని నష్టం కలిగించాయని పేర్కొన్నారు. శాంతియుత మార్గంలో పోరాటం కొనసాగిస్తే మంచి ఫలితాలు వస్తాయని సూచించారు. bbox=[1022, 1419, 1431, 1466]
divider bbox=[365, 371, 667, 372]
article-paragraph: హైదరాబాద్: కాపు సంఘాలపై ప్రభుత్వం స్పందించాల్సిన అవసరం ఉందని, ఉద్యమాల్లోకి అసాంఘిక శక్తులు చొరబడి హింసాత్మక ఘటనలకు పాల్పడుతున్నాయని జనసేన అధినేత పవన్ కళ్యాణ్ అన్నారు. తుని ఘటనపై ఆయన విచారం వ్యక్తం చేశారు. bbox=[26, 1399, 340, 1463]
logo-text: జనంసాక్షి bbox=[755, 28, 835, 53]
article-paragraph: ఉద్యమం పేరుతో జరిగిన విధ్వంసంపై సర్వత్రా విమర్శలు వెల్లువెత్తుతున్నాయి. బాధ్యులపై కఠిన చర్యలు తీసుకోవాలని డిమాండ్ వస్తోంది. ఘటనపై విచారణకు ప్రభుత్వం ఆదేశించింది. bbox=[365, 1108, 667, 1156]
byline-pawan-tuni: తుని ఘటనపై పవన్ విచారం bbox=[101, 1371, 265, 1388]
article-paragraph: ఫలితాలు వెలువడే వరకు ఈవీఎంలను స్ట్రాంగ్ రూమ్‌లలో భద్రపరుస్తారు. సీసీ కెమెరాల నిఘా ఉంటుంది. అభ్యర్థుల ఏజెంట్లు కూడా పర్యవేక్షించవచ్చు. కౌంటింగ్ కేంద్రాల వద్ద కూడా భద్రత కట్టుదిట్టం చేశారు. bbox=[692, 300, 993, 363]
headline-antisocial-forces: ఉద్యమంలో అసాంఘిక శక్తులు bbox=[29, 1335, 337, 1366]
subhead-jagan-support: కాపుల ఉద్యమానికి మద్దతుగా ఉంటామన్న జగన్ bbox=[1044, 130, 1409, 152]
headline-mudragada-leadership-1: ఉద్యమానికి నేను నాయకత్వం.. bbox=[428, 379, 603, 441]
article-paragraph: మురికివాడల అభివృద్ధికి ప్రత్యేక నిధులు కేటాయించాలని డిమాండ్ వినిపిస్తోంది. పేదలకు ఇళ్ల నిర్మాణం వేగవంతం చేయాలని కోరుతున్నారు. డబుల్ బెడ్‌రూమ్ ఇళ్ల పథకం అమలుపై ఆశలు పెట్టుకున్నారు. bbox=[692, 736, 993, 800]
article-paragraph: ఈ ప్రభుత్వం రైతు వ్యతిరేకమని, పేదల వ్యతిరేకమని విమర్శించారు. హామీలను నెరవేర్చడంలో పూర్తిగా విఫలమైందని ఆరోపించారు. 50 కోట్లు, వందకోట్లు ఖర్చు చేస్తూ ప్రచార ఆర్భాటాలు చేస్తున్నారని ఎద్దేవా చేశారు. bbox=[365, 829, 667, 893]
dateline-tirumala: తిరుమల,ఫిబ్రవరి01(జనంసాక్షి): bbox=[1022, 1151, 1160, 1164]
bottom-story-2 bbox=[692, 976, 993, 1076]
article-paragraph: ప్రత్యేక హోదా సాధనలో ప్రభుత్వం విఫలమైందని మండిపడ్డారు. కేంద్రంతో రాజీపడి రాష్ట్ర ప్రయోజనాలను తాకట్టు పెట్టారని ఆరోపించారు. విభజన హామీల అమలుకు ఒత్తిడి తేవాలని డిమాండ్ చేశారు. bbox=[1022, 680, 1431, 726]
article-paragraph: రైలు దహనం ఘటనను ఖండిస్తున్నామని, శాంతియుతంగా ఉద్యమాలు నిర్వహించాలని ఆయన సూచించారు. ప్రభుత్వం కాపుల సమస్యలపై చిత్తశుద్ధితో వ్యవహరించాలని కోరారు. bbox=[26, 1471, 340, 1518]
article-paragraph: తమ పార్టీ ప్రజా సమస్యలపై నిరంతరం పోరాడుతుందని ప్రకటించారు. ప్రజల పక్షాన నిలబడి గళం వినిపిస్తామని స్పష్టం చేశారు. రాబోయే రోజుల్లో ఉద్యమాలను మరింత ఉధృతం చేస్తామని తెలిపారు. bbox=[1022, 774, 1431, 820]
headline-police-visit-tuni: తునిలో పోలీసు ఉన్నతాధికారుల పర్యటన bbox=[1062, 841, 1391, 904]
